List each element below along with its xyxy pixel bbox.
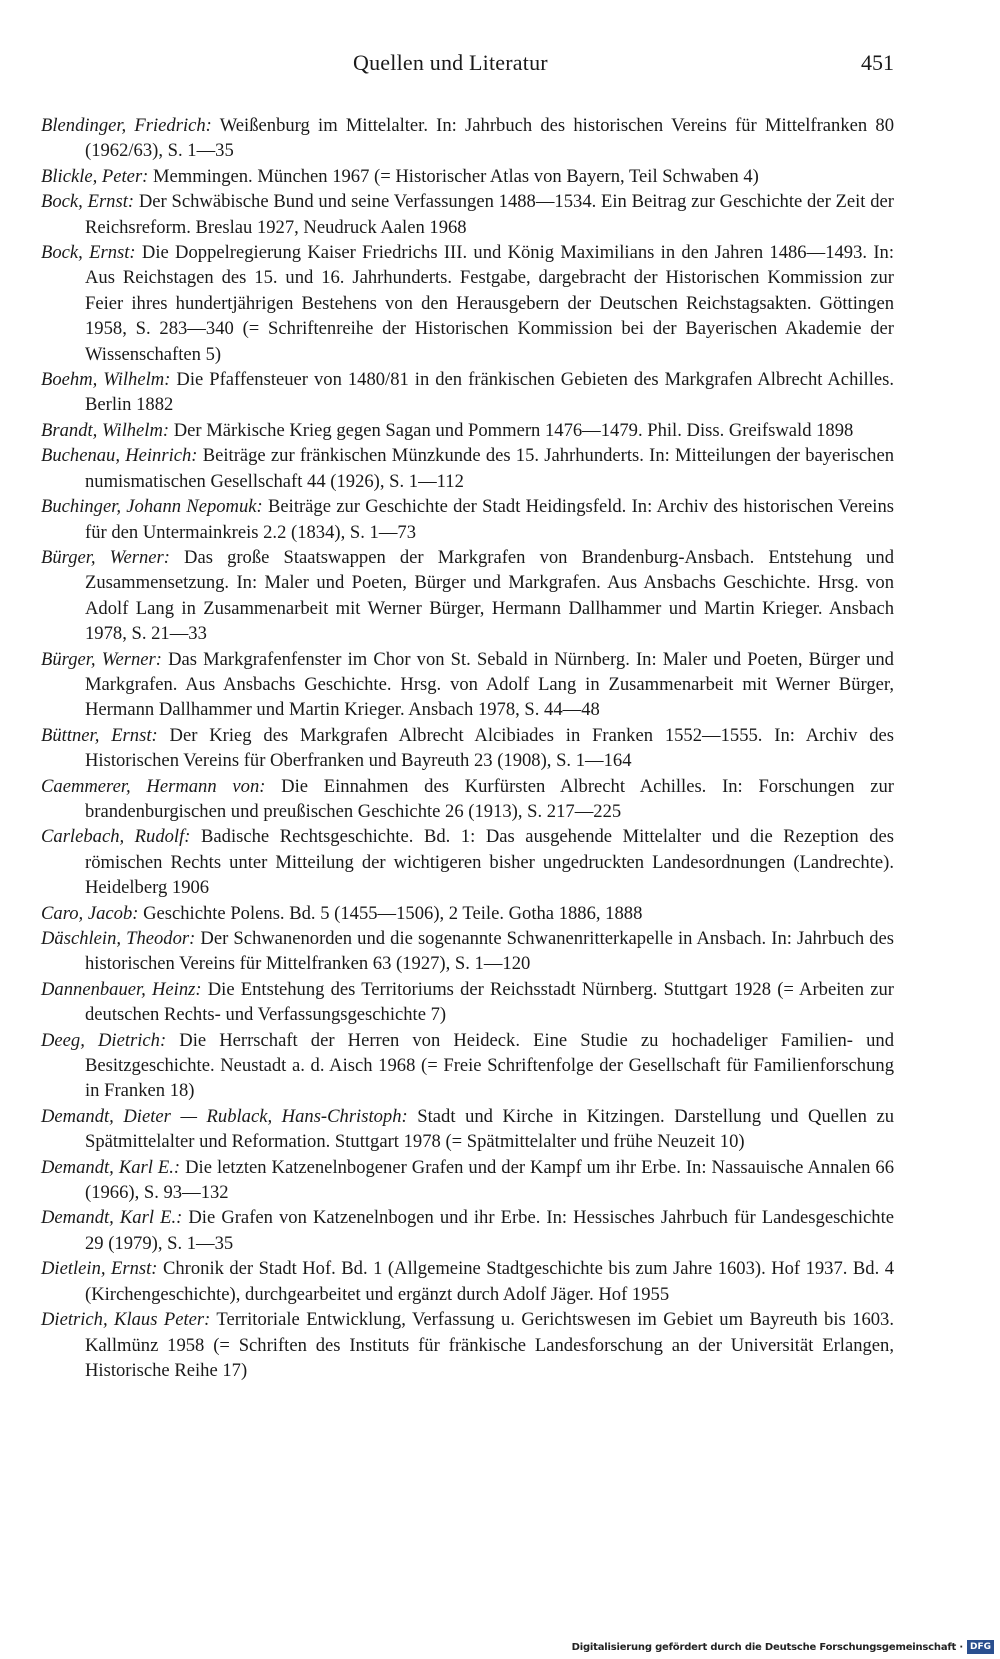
bibliography-entry [41, 1104, 894, 1155]
bibliography-entry [41, 977, 894, 1028]
entry-text: Die Einnahmen des Kurfürsten Albrecht Achilles. In: Forschungen zur brandenburgischen und preußischen Geschichte 26 (1913), S. 217—225 [85, 775, 894, 822]
digitization-footer [572, 1639, 994, 1655]
bibliography-entry [41, 113, 894, 164]
bibliography-entry [41, 1307, 894, 1383]
entry-author: Buchinger, Johann Nepomuk: [41, 496, 263, 518]
entry-author: Bürger, Werner: [41, 648, 162, 670]
bibliography-entry [41, 901, 894, 926]
bibliography-entry [41, 1256, 894, 1307]
bibliography-entry [41, 647, 894, 723]
bibliography-entry [41, 240, 894, 367]
entry-author: Demandt, Karl E.: [41, 1207, 183, 1229]
bibliography-entry [41, 367, 894, 418]
entry-text: Der Schwanenorden und die sogenannte Schwanenritterkapelle in Ansbach. In: Jahrbuch des historischen Vereins für Mittelfranken 63 (1927), S. 1—120 [85, 928, 894, 975]
bibliography-entry [41, 723, 894, 774]
entry-author: Deeg, Dietrich: [41, 1029, 167, 1051]
entry-author: Bock, Ernst: [41, 191, 135, 213]
entry-text: Geschichte Polens. Bd. 5 (1455—1506), 2 Teile. Gotha 1886, 1888 [138, 902, 643, 924]
entry-text: Memmingen. München 1967 (= Historischer Atlas von Bayern, Teil Schwaben 4) [148, 165, 759, 187]
entry-author: Blickle, Peter: [41, 165, 149, 187]
entry-author: Büttner, Ernst: [41, 724, 158, 746]
entry-text: Stadt und Kirche in Kitzingen. Darstellung und Quellen zu Spätmittelalter und Reformation. Stuttgart 1978 (= Spätmittelalter und frühe Neuzeit 10) [85, 1105, 894, 1153]
entry-text: Das große Staatswappen der Markgrafen von Brandenburg-Ansbach. Entstehung und Zusammensetzung. In: Maler und Poeten, Bürger und Markgrafen. Aus Ansbachs Geschichte. Hrsg. von Adolf Lang in Zusammenarbeit mit Werner Bürger, Hermann Dallhammer und Martin Krieger. Ansbach 1978, S. 21—33 [85, 546, 894, 645]
entry-text: Der Märkische Krieg gegen Sagan und Pommern 1476—1479. Phil. Diss. Greifswald 1898 [169, 419, 854, 441]
entry-author: Dannenbauer, Heinz: [41, 978, 202, 1000]
bibliography-entry [41, 164, 894, 189]
entry-author: Carlebach, Rudolf: [41, 826, 191, 848]
entry-author: Dietrich, Klaus Peter: [41, 1309, 211, 1331]
entry-author: Boehm, Wilhelm: [41, 369, 171, 391]
bibliography-entry [41, 926, 894, 977]
entry-text: Badische Rechtsgeschichte. Bd. 1: Das ausgehende Mittelalter und die Rezeption des römischen Rechts unter Mitteilung der wichtigeren bisher ungedruckten Landesordnungen (Landrechte). Heidelberg 1906 [85, 826, 894, 899]
bibliography-entry [41, 1205, 894, 1256]
entry-author: Blendinger, Friedrich: [41, 115, 212, 136]
entry-author: Demandt, Karl E.: [41, 1156, 181, 1178]
bibliography-entry [41, 824, 894, 900]
bibliography-entry [41, 494, 894, 545]
page-header [0, 50, 1000, 90]
entry-text: Die Herrschaft der Herren von Heideck. Eine Studie zu hochadeliger Familien- und Besitzgeschichte. Neustadt a. d. Aisch 1968 (= Freie Schriftenfolge der Gesellschaft für Familienforschung in Franken 18) [85, 1029, 895, 1102]
entry-author: Bürger, Werner: [41, 546, 170, 568]
entry-author: Dietlein, Ernst: [41, 1258, 158, 1280]
entry-text: Beiträge zur Geschichte der Stadt Heidingsfeld. In: Archiv des historischen Vereins für den Untermainkreis 2.2 (1834), S. 1—73 [85, 496, 894, 543]
entry-author: Buchenau, Heinrich: [41, 445, 198, 467]
bibliography-entry [41, 418, 894, 443]
entry-text: Die letzten Katzenelnbogener Grafen und der Kampf um ihr Erbe. In: Nassauische Annalen 66 (1966), S. 93—132 [85, 1156, 894, 1204]
bibliography-entry [41, 1155, 894, 1206]
entry-author: Däschlein, Theodor: [41, 928, 196, 949]
bibliography-entry [41, 774, 894, 825]
entry-author: Bock, Ernst: [41, 242, 136, 264]
entry-author: Caro, Jacob: [41, 902, 139, 924]
entry-text: Die Grafen von Katzenelnbogen und ihr Erbe. In: Hessisches Jahrbuch für Landesgeschichte 29 (1979), S. 1—35 [85, 1207, 894, 1254]
entry-text: Die Entstehung des Territoriums der Reichsstadt Nürnberg. Stuttgart 1928 (= Arbeiten zur deutschen Rechts- und Verfassungsgeschichte 7) [85, 978, 894, 1026]
footer-credit: Digitalisierung gefördert durch die Deutsche Forschungsgemeinschaft · [571, 1641, 963, 1653]
bibliography-entry [41, 443, 894, 494]
entry-author: Caemmerer, Hermann von: [41, 775, 266, 797]
bibliography-entry [41, 189, 894, 240]
entry-text: Der Krieg des Markgrafen Albrecht Alcibiades in Franken 1552—1555. In: Archiv des Historischen Vereins für Oberfranken und Bayreuth 23 (1908), S. 1—164 [85, 724, 894, 772]
bibliography-entry [41, 545, 894, 647]
entry-text: Beiträge zur fränkischen Münzkunde des 15. Jahrhunderts. In: Mitteilungen der bayerischen numismatischen Gesellschaft 44 (1926), S. 1—112 [85, 445, 894, 492]
entry-author: Demandt, Dieter — Rublack, Hans-Christoph: [41, 1105, 408, 1127]
bibliography-entry [41, 1028, 894, 1104]
running-title: Quellen und Literatur [353, 50, 548, 75]
entry-author: Brandt, Wilhelm: [41, 419, 170, 441]
entry-text: Die Doppelregierung Kaiser Friedrichs III. und König Maximilians in den Jahren 1486—1493. In: Aus Reichstagen des 15. und 16. Jahrhunderts. Festgabe, dargebracht der Historischen Kommission zur Feier ihres hundertjährigen Bestehens von den Herausgebern der Deutschen Reichstagsakten. Göttingen 1958, S. 283—340 (= Schriftenreihe der Historischen Kommission bei der Bayerischen Akademie der Wissenschaften 5) [85, 242, 894, 365]
entry-text: Das Markgrafenfenster im Chor von St. Sebald in Nürnberg. In: Maler und Poeten, Bürger und Markgrafen. Aus Ansbachs Geschichte. Hrsg. von Adolf Lang in Zusammenarbeit mit Werner Bürger, Hermann Dallhammer und Martin Krieger. Ansbach 1978, S. 44—48 [85, 648, 894, 721]
entry-text: Weißenburg im Mittelalter. In: Jahrbuch des historischen Vereins für Mittelfranken 80 (1962/63), S. 1—35 [85, 115, 894, 162]
entry-text: Der Schwäbische Bund und seine Verfassungen 1488—1534. Ein Beitrag zur Geschichte der Zeit der Reichsreform. Breslau 1927, Neudruck Aalen 1968 [85, 191, 894, 238]
entry-text: Territoriale Entwicklung, Verfassung u. Gerichtswesen im Gebiet um Bayreuth bis 1603. Kallmünz 1958 (= Schriften des Instituts für fränkische Landesforschung an der Universität Erlangen, Historische Reihe 17) [85, 1309, 894, 1381]
bibliography-list [41, 113, 894, 1383]
dfg-logo-icon: DFG [967, 1640, 994, 1654]
page-number: 451 [861, 50, 894, 75]
entry-text: Die Pfaffensteuer von 1480/81 in den fränkischen Gebieten des Markgrafen Albrecht Achilles. Berlin 1882 [85, 369, 894, 416]
entry-text: Chronik der Stadt Hof. Bd. 1 (Allgemeine Stadtgeschichte bis zum Jahre 1603). Hof 1937. Bd. 4 (Kirchengeschichte), durchgearbeitet und ergänzt durch Adolf Jäger. Hof 1955 [85, 1258, 894, 1305]
